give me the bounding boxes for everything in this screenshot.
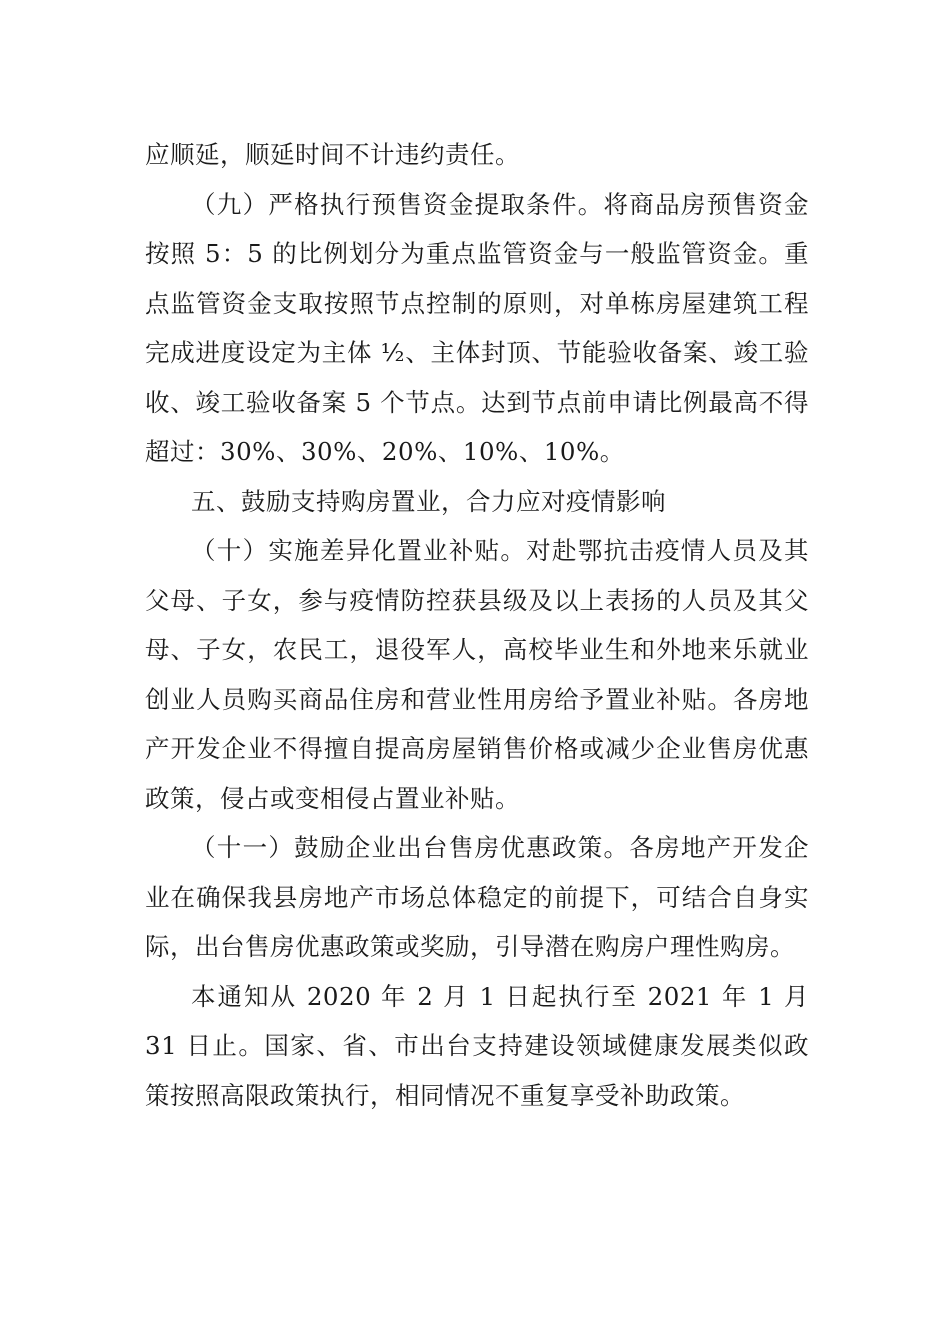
paragraph-item-10: （十）实施差异化置业补贴。对赴鄂抗击疫情人员及其父母、子女，参与疫情防控获县级及以上表扬的人员及其父母、子女，农民工，退役军人，高校毕业生和外地来乐就业创业人员购买商品住房和营业性用房给予置业补贴。各房地产开发企业不得擅自提高房屋销售价格或减少企业售房优惠政策，侵占或变相侵占置业补贴。	[145, 536, 809, 813]
paragraph-continuation: 应顺延，顺延时间不计违约责任。	[145, 140, 520, 169]
paragraph-item-11: （十一）鼓励企业出台售房优惠政策。各房地产开发企业在确保我县房地产市场总体稳定的前提下，可结合自身实际，出台售房优惠政策或奖励，引导潜在购房户理性购房。	[145, 833, 809, 961]
paragraph-effective-date: 本通知从 2020 年 2 月 1 日起执行至 2021 年 1 月 31 日止。国家、省、市出台支持建设领域健康发展类似政策按照高限政策执行，相同情况不重复享受补助政策。	[145, 981, 809, 1110]
paragraph-item-9: （九）严格执行预售资金提取条件。将商品房预售资金按照 5：5 的比例划分为重点监管资金与一般监管资金。重点监管资金支取按照节点控制的原则，对单栋房屋建筑工程完成进度设定为主体 ½、主体封顶、节能验收备案、竣工验收、竣工验收备案 5 个节点。达到节点前申请比例最高不得超过：30%、30%、20%、10%、10%。	[145, 189, 809, 466]
document-body	[145, 130, 809, 1120]
section-heading-5: 五、鼓励支持购房置业，合力应对疫情影响	[191, 486, 666, 516]
